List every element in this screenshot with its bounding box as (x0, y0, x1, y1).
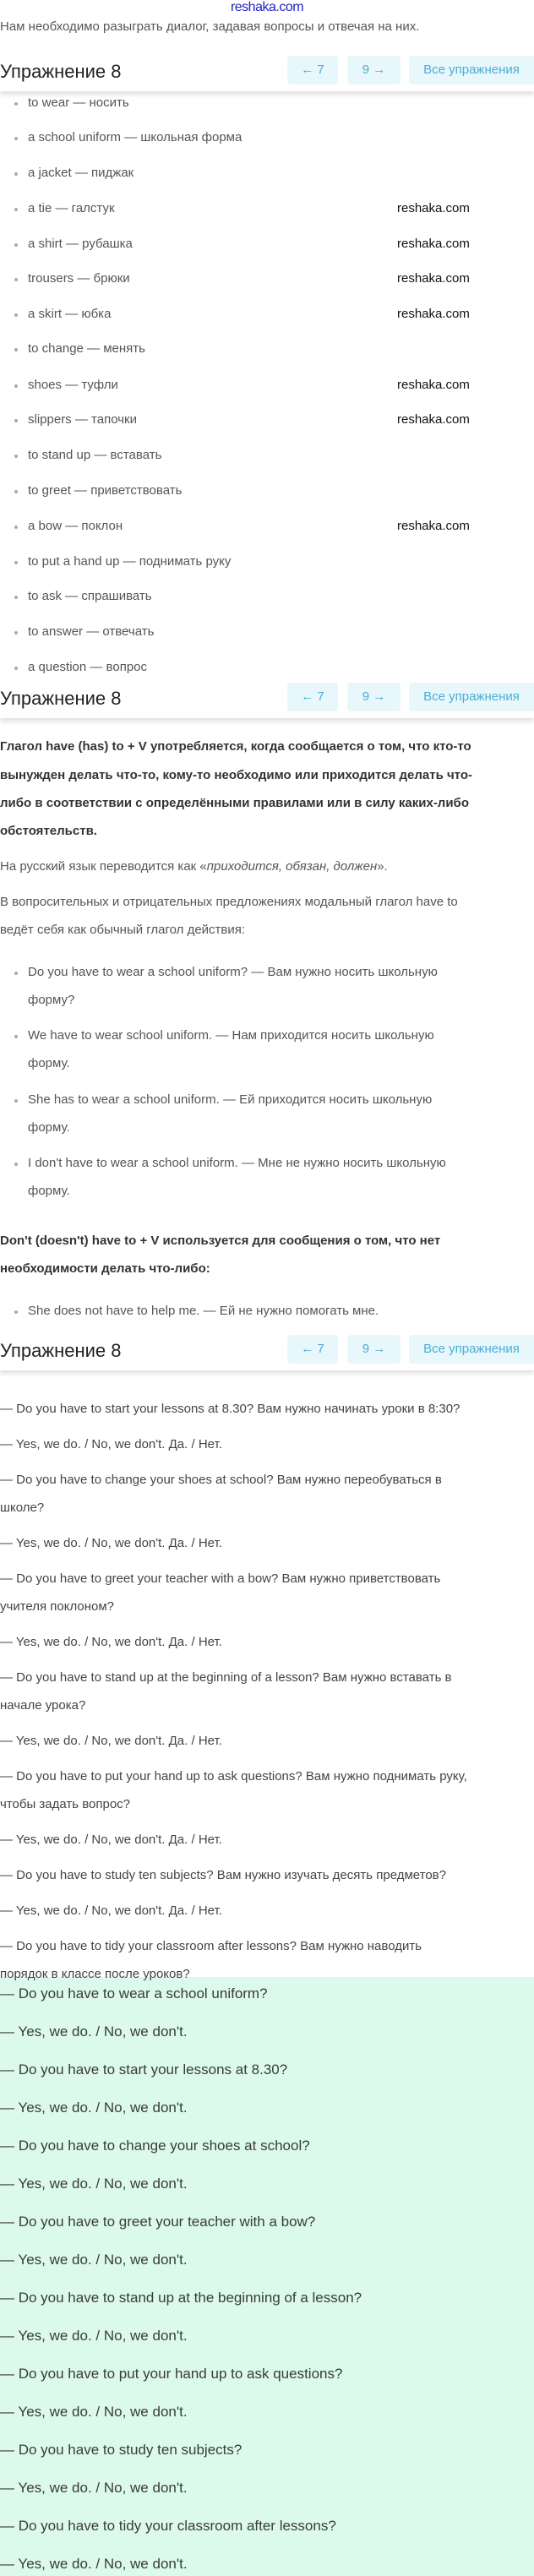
bullet-icon (14, 972, 18, 975)
bullet-icon (14, 526, 18, 529)
bullet-icon (14, 419, 18, 422)
answer-line: — Do you have to wear a school uniform? (0, 1985, 268, 2001)
vocab-item: to change — менять (28, 341, 145, 356)
all-exercises-button[interactable]: Все упражнения (409, 683, 534, 711)
arrow-right-icon: → (373, 63, 386, 77)
vocab-item: to answer — отвечать (28, 624, 155, 639)
next-exercise-number: 9 (362, 63, 370, 77)
bullet-icon (14, 561, 18, 564)
answer-line: — Yes, we do. / No, we don't. (0, 2252, 188, 2268)
answer-line: — Do you have to change your shoes at school? (0, 2138, 310, 2154)
rule-text-bold: вынужден делать что-то, кому-то необходимо или приходится делать что- (0, 768, 472, 782)
vocab-item: to wear — носить (28, 95, 129, 110)
next-exercise-button[interactable] (347, 683, 400, 711)
answer-line: — Yes, we do. / No, we don't. (0, 2176, 188, 2192)
vocab-item: a tie — галстук (28, 201, 115, 215)
bullet-icon (14, 631, 18, 634)
arrow-left-icon: ← (301, 689, 314, 704)
rule-text-bold: Don't (doesn't) have to + V используется для сообщения о том, что нет (0, 1234, 441, 1248)
example-item: форму. (28, 1184, 70, 1198)
dialog-line: начале урока? (0, 1698, 86, 1713)
answer-line: — Yes, we do. / No, we don't. (0, 2328, 188, 2344)
vocab-item: to put a hand up — поднимать руку (28, 554, 232, 569)
next-exercise-number: 9 (362, 1342, 370, 1356)
exercise-nav-header (0, 49, 534, 91)
example-item: Do you have to wear a school uniform? — Вам нужно носить школьную (28, 965, 438, 979)
dialog-line: — Yes, we do. / No, we don't. Да. / Нет. (0, 1536, 222, 1550)
prev-exercise-number: 7 (317, 63, 324, 77)
bullet-icon (14, 278, 18, 281)
dialog-line: — Do you have to study ten subjects? Вам нужно изучать десять предметов? (0, 1868, 446, 1882)
watermark-text: reshaka.com (397, 307, 470, 321)
site-logo[interactable]: reshaka.com (230, 0, 304, 14)
bullet-icon (14, 384, 18, 388)
bullet-icon (14, 243, 18, 247)
example-item: We have to wear school uniform. — Нам приходится носить школьную (28, 1028, 434, 1043)
prev-exercise-number: 7 (317, 1342, 324, 1356)
dialog-line: — Yes, we do. / No, we don't. Да. / Нет. (0, 1903, 222, 1918)
exercise-nav-header (0, 1328, 534, 1370)
prev-exercise-button[interactable] (287, 1335, 338, 1364)
exercise-title: Упражнение 8 (0, 688, 122, 709)
dialog-line: — Do you have to change your shoes at school? Вам нужно переобуваться в (0, 1473, 442, 1487)
rule-text: ведёт себя как обычный глагол действия: (0, 923, 246, 937)
vocab-item: to stand up — вставать (28, 448, 162, 462)
vocab-item: a skirt — юбка (28, 307, 112, 321)
vocab-item: a question — вопрос (28, 660, 148, 674)
example-item: форму. (28, 1056, 70, 1070)
all-exercises-button[interactable]: Все упражнения (409, 56, 534, 84)
bullet-icon (14, 208, 18, 211)
example-item: She has to wear a school uniform. — Ей приходится носить школьную (28, 1092, 433, 1107)
answer-line: — Do you have to start your lessons at 8.30? (0, 2061, 288, 2078)
dialog-line: — Yes, we do. / No, we don't. Да. / Нет. (0, 1833, 222, 1847)
prev-exercise-button[interactable] (287, 56, 338, 84)
vocab-item: a bow — поклон (28, 519, 123, 533)
arrow-right-icon: → (373, 1342, 386, 1356)
bullet-icon (14, 137, 18, 140)
answer-line: — Yes, we do. / No, we don't. (0, 2023, 188, 2040)
bullet-icon (14, 455, 18, 458)
example-item: She does not have to help me. — Ей не нужно помогать мне. (28, 1304, 379, 1318)
example-item: I don't have to wear a school uniform. — Мне не нужно носить школьную (28, 1156, 446, 1170)
answer-line: — Do you have to stand up at the beginning of a lesson? (0, 2290, 362, 2306)
vocab-item: to greet — приветствовать (28, 483, 183, 498)
arrow-left-icon: ← (301, 1342, 314, 1356)
vocab-item: shoes — туфли (28, 378, 118, 392)
answer-line: — Yes, we do. / No, we don't. (0, 2480, 188, 2496)
watermark-text: reshaka.com (397, 237, 470, 251)
dialog-line: — Do you have to put your hand up to ask questions? Вам нужно поднимать руку, (0, 1769, 467, 1784)
dialog-line: школе? (0, 1500, 45, 1515)
translation-suffix: ». (377, 859, 388, 874)
next-exercise-button[interactable] (347, 56, 400, 84)
vocab-item: a school uniform — школьная форма (28, 130, 242, 144)
answer-line: — Yes, we do. / No, we don't. (0, 2099, 188, 2116)
dialog-line: — Do you have to greet your teacher with a bow? Вам нужно приветствовать (0, 1571, 441, 1586)
answer-line: — Do you have to tidy your classroom after lessons? (0, 2518, 336, 2534)
vocab-item: trousers — брюки (28, 271, 130, 286)
bullet-icon (14, 1310, 18, 1314)
dialog-line: порядок в классе после уроков? (0, 1967, 190, 1981)
rule-text: В вопросительных и отрицательных предложениях модальный глагол have to (0, 895, 458, 909)
exercise-title: Упражнение 8 (0, 61, 122, 82)
answer-line: — Yes, we do. / No, we don't. (0, 2556, 188, 2572)
rule-text-bold: Глагол have (has) to + V употребляется, когда сообщается о том, что кто-то (0, 739, 471, 754)
vocab-item: a shirt — рубашка (28, 237, 133, 251)
example-item: форму. (28, 1120, 70, 1135)
all-exercises-button[interactable]: Все упражнения (409, 1335, 534, 1364)
bullet-icon (14, 1163, 18, 1166)
bullet-icon (14, 596, 18, 599)
prev-exercise-number: 7 (317, 689, 324, 704)
watermark-text: reshaka.com (397, 519, 470, 533)
bullet-icon (14, 348, 18, 351)
answer-line: — Do you have to study ten subjects? (0, 2442, 242, 2458)
intro-text: Нам необходимо разыграть диалог, задавая вопросы и отвечая на них. (0, 19, 420, 34)
vocab-item: slippers — тапочки (28, 412, 137, 427)
dialog-line: — Do you have to tidy your classroom after lessons? Вам нужно наводить (0, 1939, 422, 1953)
rule-text-bold: обстоятельств. (0, 824, 97, 838)
bullet-icon (14, 172, 18, 176)
arrow-left-icon: ← (301, 63, 314, 77)
dialog-line: — Do you have to stand up at the beginning of a lesson? Вам нужно вставать в (0, 1670, 452, 1685)
example-item: форму? (28, 993, 75, 1007)
bullet-icon (14, 1099, 18, 1103)
next-exercise-number: 9 (362, 689, 370, 704)
bullet-icon (14, 490, 18, 493)
dialog-line: чтобы задать вопрос? (0, 1797, 131, 1811)
answer-line: — Do you have to put your hand up to ask questions? (0, 2366, 343, 2382)
bullet-icon (14, 102, 18, 106)
dialog-line: учителя поклоном? (0, 1599, 115, 1614)
translation-text (0, 858, 388, 875)
exercise-nav-header (0, 676, 534, 718)
dialog-line: — Yes, we do. / No, we don't. Да. / Нет. (0, 1635, 222, 1649)
watermark-text: reshaka.com (397, 201, 470, 215)
watermark-text: reshaka.com (397, 378, 470, 392)
dialog-line: — Yes, we do. / No, we don't. Да. / Нет. (0, 1437, 222, 1451)
dialog-line: — Do you have to start your lessons at 8.30? Вам нужно начинать уроки в 8:30? (0, 1402, 460, 1416)
rule-text-bold: либо в соответствии с определёнными правилами или в силу каких-либо (0, 796, 469, 810)
watermark-text: reshaka.com (397, 412, 470, 427)
vocab-item: a jacket — пиджак (28, 166, 134, 180)
arrow-right-icon: → (373, 689, 386, 704)
bullet-icon (14, 1035, 18, 1038)
vocab-item: to ask — спрашивать (28, 589, 152, 603)
bullet-icon (14, 667, 18, 670)
translation-italic: приходится, обязан, должен (206, 859, 378, 874)
dialog-line: — Yes, we do. / No, we don't. Да. / Нет. (0, 1734, 222, 1748)
watermark-text: reshaka.com (397, 271, 470, 286)
next-exercise-button[interactable] (347, 1335, 400, 1364)
translation-prefix: На русский язык переводится как « (0, 859, 207, 874)
rule-text-bold: необходимости делать что-либо: (0, 1261, 210, 1276)
answer-line: — Do you have to greet your teacher with a bow? (0, 2214, 316, 2230)
exercise-title: Упражнение 8 (0, 1340, 122, 1361)
bullet-icon (14, 313, 18, 317)
answer-line: — Yes, we do. / No, we don't. (0, 2404, 188, 2420)
prev-exercise-button[interactable] (287, 683, 338, 711)
